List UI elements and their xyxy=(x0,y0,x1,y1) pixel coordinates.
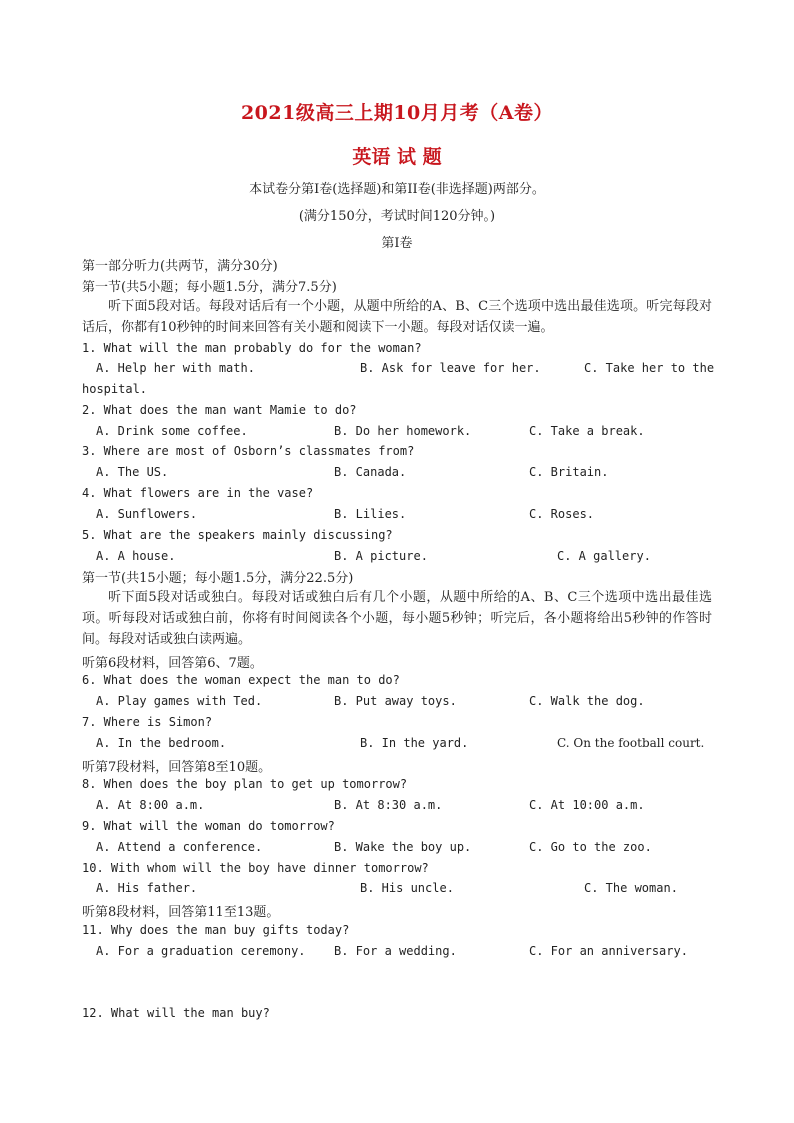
exam-intro: 本试卷分第I卷(选择题)和第II卷(非选择题)两部分。 xyxy=(249,182,545,197)
q10-option-b: B. His uncle. xyxy=(360,881,454,895)
question-2: 2. What does the man want Mamie to do? xyxy=(82,403,357,417)
score-time-note: (满分150分，考试时间120分钟。) xyxy=(298,209,496,224)
exam-title: 2021级高三上期10月月考（A卷） xyxy=(240,102,554,124)
material-6-note: 听第6段材料，回答第6、7题。 xyxy=(82,656,263,671)
question-7: 7. Where is Simon? xyxy=(82,715,213,729)
q1-option-c-cont: hospital. xyxy=(82,382,148,396)
q9-option-b: B. Wake the boy up. xyxy=(334,840,472,854)
part1-heading: 第一部分听力(共两节，满分30分) xyxy=(82,259,278,274)
q1-option-c: C. Take her to the xyxy=(584,361,715,375)
q3-option-c: C. Britain. xyxy=(529,465,609,479)
q9-option-c: C. Go to the zoo. xyxy=(529,840,652,854)
material-8-note: 听第8段材料，回答第11至13题。 xyxy=(82,905,280,920)
q8-option-a: A. At 8:00 a.m. xyxy=(96,798,205,812)
section2-instructions: 听下面5段对话或独白。每段对话或独白后有几个小题，从题中所给的A、B、C三个选项中选出最佳选项。听每段对话或独白前，你将有时间阅读各个小题，每小题5秒钟；听完后，各小题将给出5秒钟的作答时间。每段对话或独白读两遍。 xyxy=(82,590,712,647)
q6-option-b: B. Put away toys. xyxy=(334,694,457,708)
section1-instructions: 听下面5段对话。每段对话后有一个小题，从题中所给的A、B、C三个选项中选出最佳选项。听完每段对话后，你都有10秒钟的时间来回答有关小题和阅读下一小题。每段对话仅读一遍。 xyxy=(82,299,712,335)
q10-option-c: C. The woman. xyxy=(584,881,678,895)
q10-option-a: A. His father. xyxy=(96,881,198,895)
question-12: 12. What will the man buy? xyxy=(82,1006,270,1020)
q4-option-c: C. Roses. xyxy=(529,507,595,521)
question-11: 11. Why does the man buy gifts today? xyxy=(82,923,350,937)
q4-option-b: B. Lilies. xyxy=(334,507,407,521)
q8-option-b: B. At 8:30 a.m. xyxy=(334,798,443,812)
question-4: 4. What flowers are in the vase? xyxy=(82,486,314,500)
q2-option-c: C. Take a break. xyxy=(529,424,645,438)
q1-option-b: B. Ask for leave for her. xyxy=(360,361,541,375)
q6-option-c: C. Walk the dog. xyxy=(529,694,645,708)
subject-title: 英语 试 题 xyxy=(352,146,442,168)
question-9: 9. What will the woman do tomorrow? xyxy=(82,819,335,833)
question-3: 3. Where are most of Osborn’s classmates from? xyxy=(82,444,415,458)
q3-option-b: B. Canada. xyxy=(334,465,407,479)
material-7-note: 听第7段材料，回答第8至10题。 xyxy=(82,760,272,775)
q7-option-b: B. In the yard. xyxy=(360,736,469,750)
q11-option-a: A. For a graduation ceremony. xyxy=(96,944,306,958)
question-5: 5. What are the speakers mainly discussing? xyxy=(82,528,393,542)
volume-heading: 第I卷 xyxy=(381,236,413,251)
q1-option-a: A. Help her with math. xyxy=(96,361,255,375)
question-8: 8. When does the boy plan to get up tomorrow? xyxy=(82,777,408,791)
q5-option-a: A. A house. xyxy=(96,549,176,563)
q9-option-a: A. Attend a conference. xyxy=(96,840,263,854)
q11-option-b: B. For a wedding. xyxy=(334,944,457,958)
q2-option-a: A. Drink some coffee. xyxy=(96,424,248,438)
q7-option-a: A. In the bedroom. xyxy=(96,736,227,750)
q4-option-a: A. Sunflowers. xyxy=(96,507,198,521)
q5-option-c: C. A gallery. xyxy=(557,549,651,563)
question-10: 10. With whom will the boy have dinner tomorrow? xyxy=(82,861,429,875)
section2-heading: 第一节(共15小题；每小题1.5分，满分22.5分) xyxy=(82,571,354,586)
q11-option-c: C. For an anniversary. xyxy=(529,944,688,958)
q8-option-c: C. At 10:00 a.m. xyxy=(529,798,645,812)
q3-option-a: A. The US. xyxy=(96,465,169,479)
question-1: 1. What will the man probably do for the woman? xyxy=(82,341,422,355)
q2-option-b: B. Do her homework. xyxy=(334,424,472,438)
question-6: 6. What does the woman expect the man to do? xyxy=(82,673,400,687)
q6-option-a: A. Play games with Ted. xyxy=(96,694,263,708)
section1-heading: 第一节(共5小题；每小题1.5分，满分7.5分) xyxy=(82,280,337,295)
q7-option-c: C. On the football court. xyxy=(557,736,705,750)
q5-option-b: B. A picture. xyxy=(334,549,428,563)
